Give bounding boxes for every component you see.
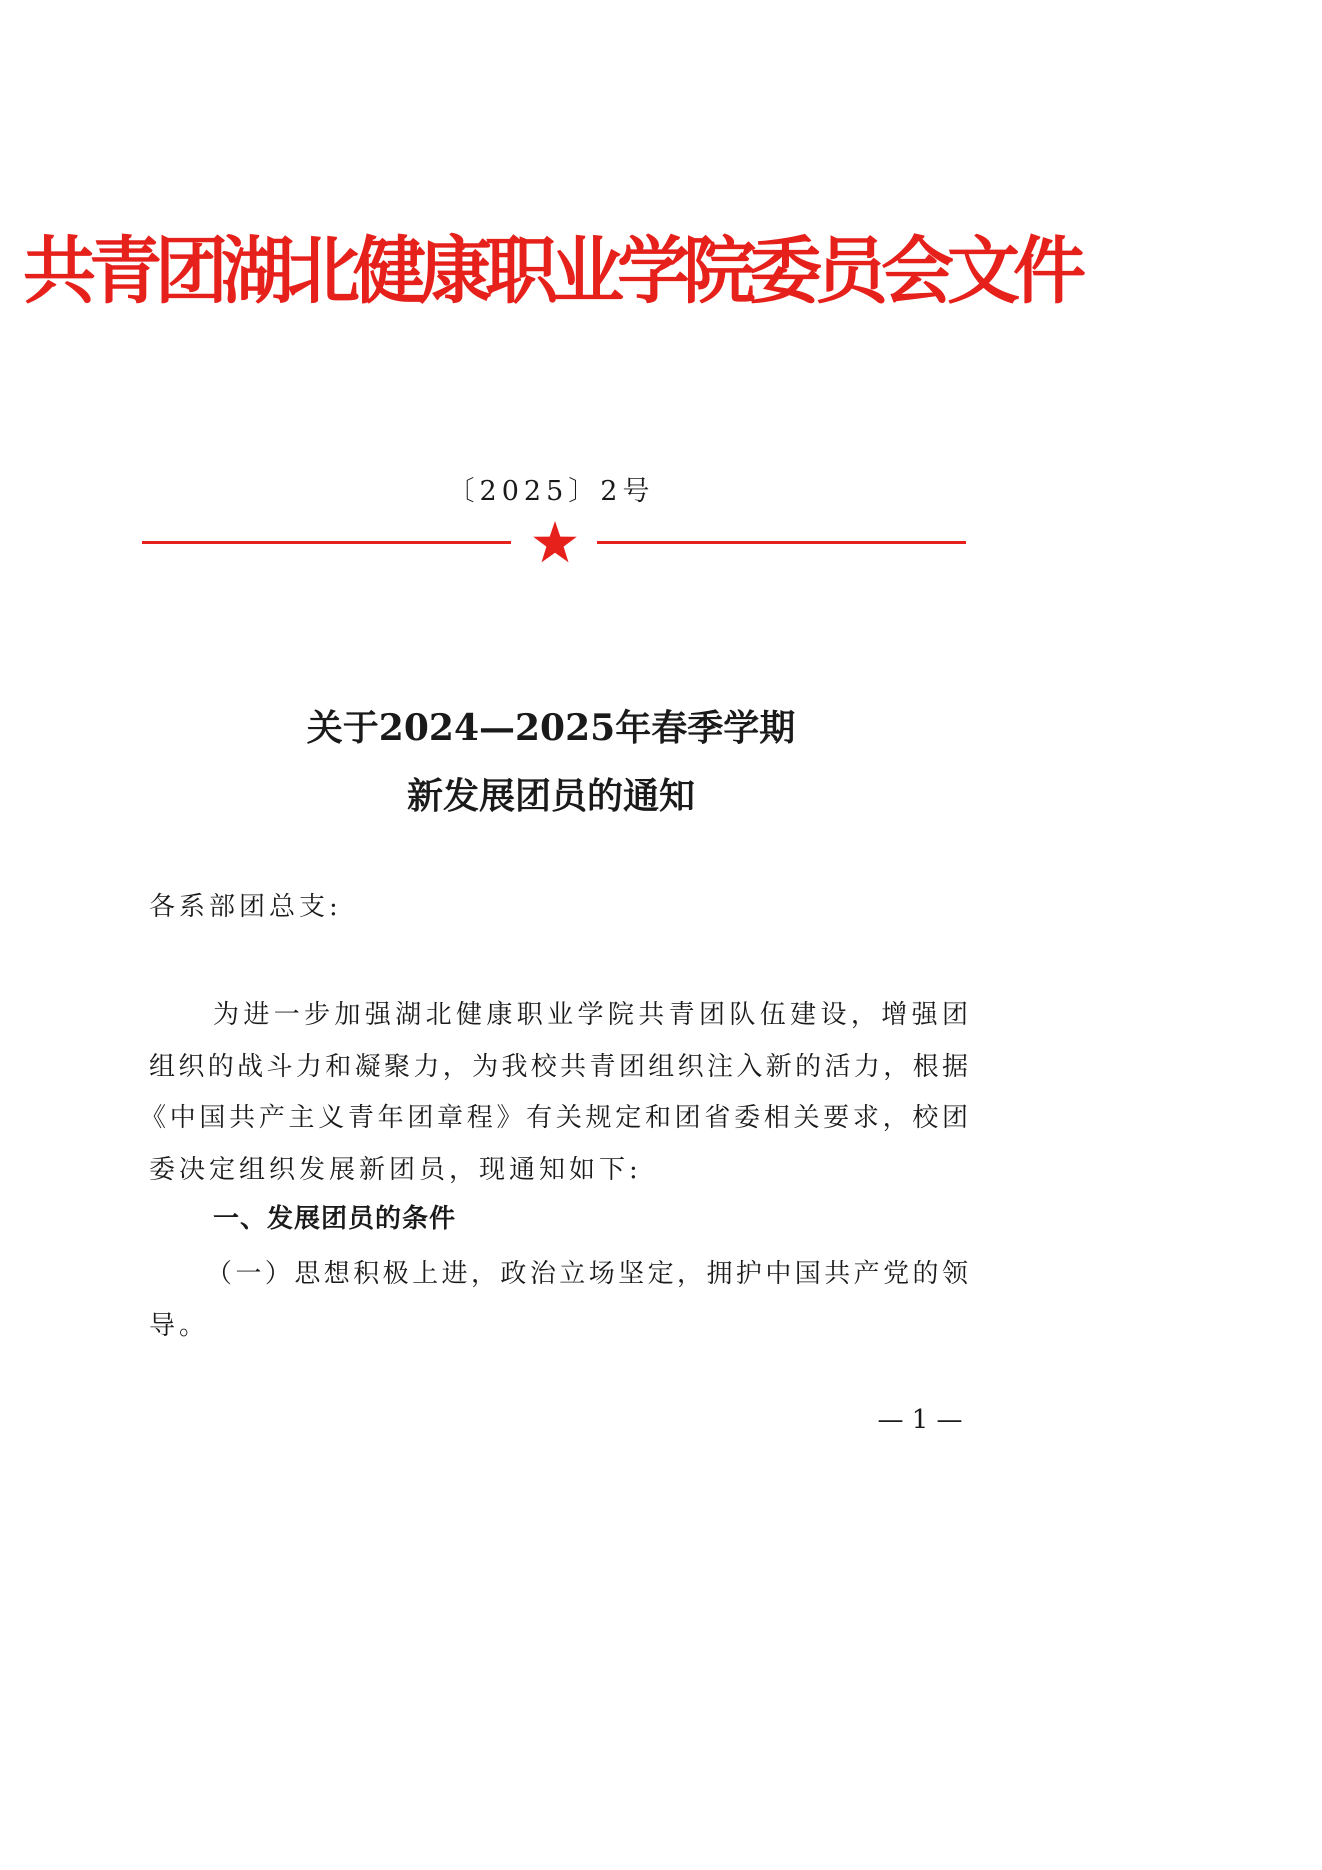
star-icon	[532, 520, 578, 564]
red-divider-left	[142, 541, 511, 544]
red-divider-right	[597, 541, 966, 544]
page-number: — 1 —	[877, 1405, 963, 1435]
notice-title-line-1: 关于2024—2025年春季学期	[306, 707, 796, 749]
intro-paragraph-line: 为进一步加强湖北健康职业学院共青团队伍建设，增强团	[213, 1000, 970, 1030]
document-header-title: 共青团湖北健康职业学院委员会文件	[23, 229, 1079, 314]
recipient-line: 各系部团总支:	[149, 892, 342, 922]
condition-item-line: （一）思想积极上进，政治立场坚定，拥护中国共产党的领	[206, 1259, 970, 1289]
document-number: 〔2025〕2号	[447, 476, 655, 507]
section-heading: 一、发展团员的条件	[213, 1204, 457, 1234]
intro-paragraph-line: 《中国共产主义青年团章程》有关规定和团省委相关要求，校团	[140, 1103, 970, 1133]
notice-title-line-2: 新发展团员的通知	[406, 775, 695, 817]
intro-paragraph-line: 委决定组织发展新团员，现通知如下:	[149, 1155, 642, 1185]
intro-paragraph-line: 组织的战斗力和凝聚力，为我校共青团组织注入新的活力，根据	[149, 1052, 970, 1082]
condition-item-line: 导。	[149, 1311, 210, 1341]
